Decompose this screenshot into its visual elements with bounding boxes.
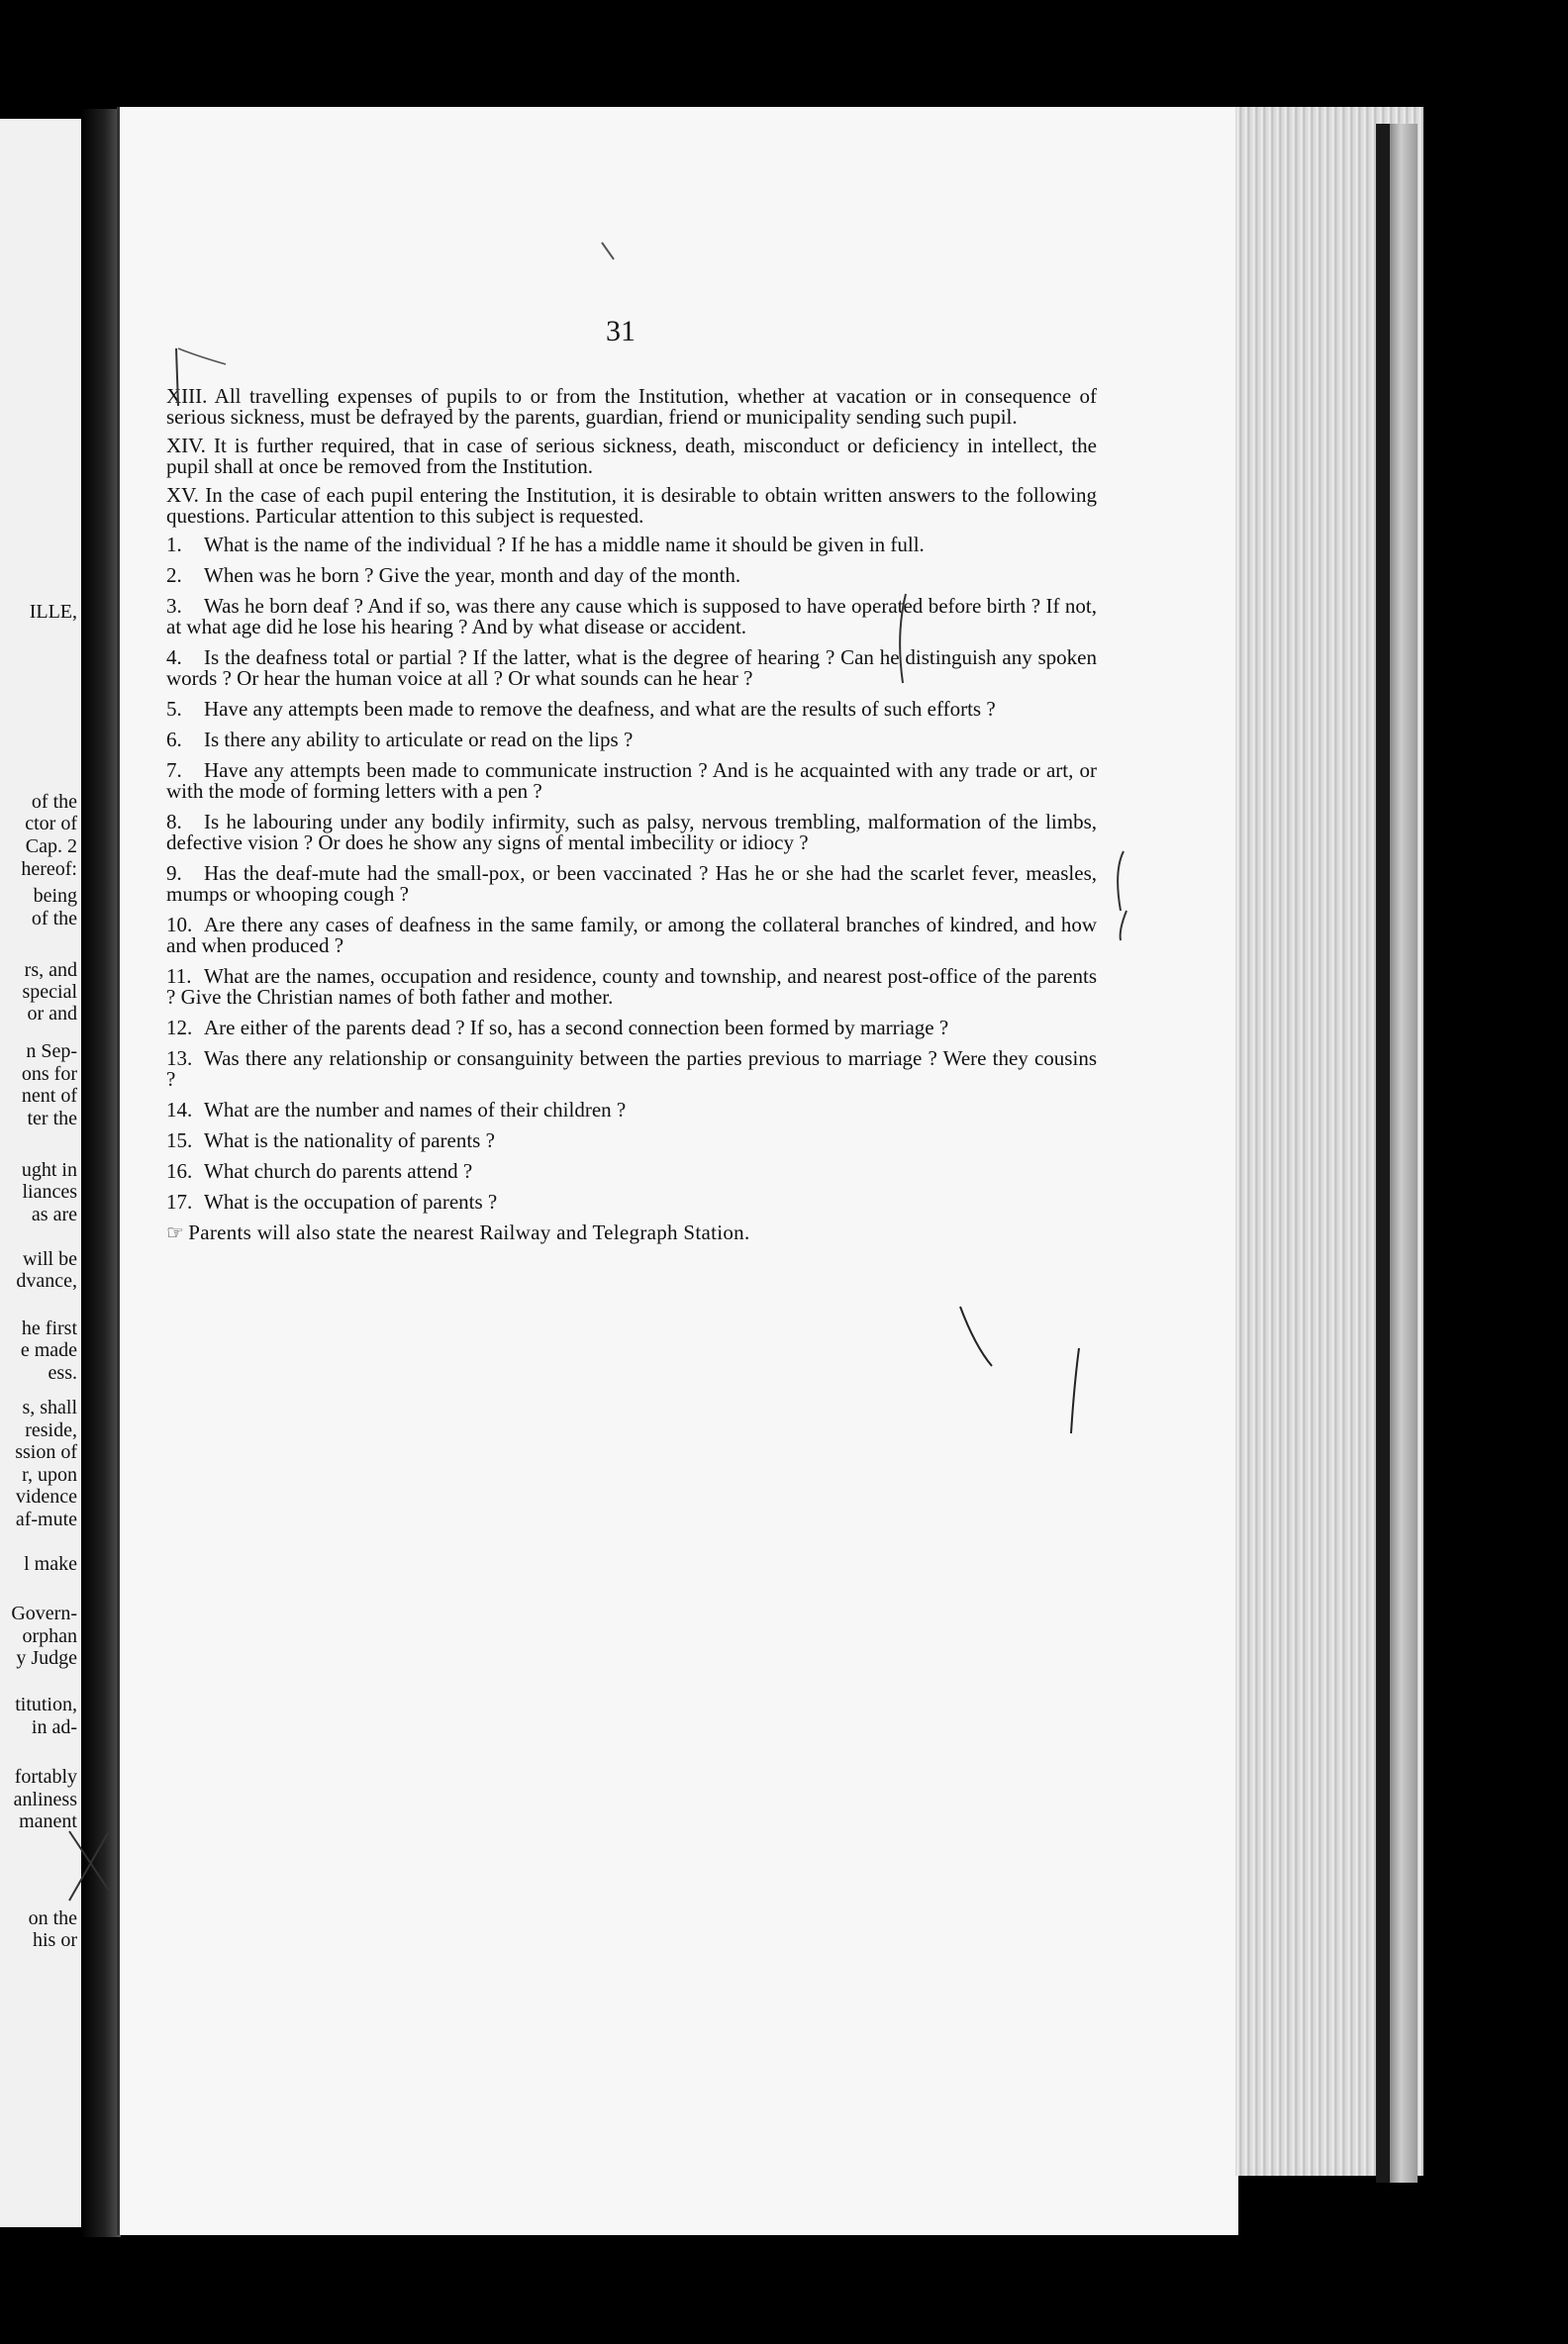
left-page-fragment: as are bbox=[31, 1204, 77, 1225]
question-text: Was there any relationship or consanguinity between the parties previous to marriage ? Were they cousins ? bbox=[166, 1046, 1097, 1091]
question-text: What is the nationality of parents ? bbox=[204, 1128, 495, 1152]
question-text: Is there any ability to articulate or read on the lips ? bbox=[204, 728, 634, 751]
question-text: Has the deaf-mute had the small-pox, or been vaccinated ? Has he or she had the scarlet fever, measles, mumps or whooping cough ? bbox=[166, 861, 1097, 906]
left-page-fragment: of the bbox=[31, 908, 77, 929]
left-page-fragment: or and bbox=[27, 1003, 77, 1025]
left-page-fragment: ter the bbox=[27, 1108, 77, 1129]
question-text: What are the number and names of their children ? bbox=[204, 1098, 627, 1122]
left-page-fragment: his or bbox=[33, 1929, 77, 1951]
question-number: 6. bbox=[166, 728, 182, 751]
question-text: Have any attempts been made to remove the deafness, and what are the results of such efforts ? bbox=[204, 697, 996, 721]
paragraph-xiii: XIII. All travelling expenses of pupils to or from the Institution, whether at vacation or in consequence of serious sickness, must be defrayed by the parents, guardian, friend or municipality sending such pupil. bbox=[166, 384, 1097, 429]
pointing-hand-icon: ☞ bbox=[166, 1222, 185, 1244]
left-page-fragment: manent bbox=[19, 1810, 77, 1832]
left-page-fragment: l make bbox=[24, 1553, 77, 1575]
question-text: Was he born deaf ? And if so, was there any cause which is supposed to have operated before birth ? If not, at what age did he lose his hearing ? And by what disease or accident. bbox=[166, 594, 1097, 638]
question-number: 14. bbox=[166, 1098, 193, 1122]
question-text: Have any attempts been made to communicate instruction ? And is he acquainted with any trade or art, or with the mode of forming letters with a pen ? bbox=[166, 758, 1097, 803]
left-page-fragment: nent of bbox=[21, 1085, 77, 1107]
left-page-fragment: being bbox=[33, 885, 77, 907]
left-page-fragment: y Judge bbox=[16, 1647, 77, 1669]
question-text: Are either of the parents dead ? If so, has a second connection been formed by marriage ? bbox=[204, 1016, 949, 1039]
left-page-fragment: will be bbox=[23, 1248, 77, 1270]
left-page-fragment: anliness bbox=[13, 1789, 77, 1810]
left-page-fragment: Cap. 2 bbox=[25, 835, 77, 857]
closing-note-text: Parents will also state the nearest Railway and Telegraph Station. bbox=[188, 1221, 750, 1244]
left-page-fragment: titution, bbox=[15, 1694, 77, 1715]
question-number: 3. bbox=[166, 594, 182, 618]
left-page-fragment: Govern- bbox=[11, 1603, 77, 1624]
left-page-fragment: orphan bbox=[22, 1625, 77, 1647]
question-number: 16. bbox=[166, 1159, 193, 1183]
left-page-fragment: in ad- bbox=[31, 1716, 77, 1738]
left-page-fragment: vidence bbox=[15, 1486, 77, 1508]
question-number: 15. bbox=[166, 1128, 193, 1152]
question-text: What are the names, occupation and residence, county and township, and nearest post-office of the parents ? Give the Christian names of both father and mother. bbox=[166, 964, 1097, 1009]
left-page-fragment: af-mute bbox=[15, 1509, 77, 1530]
left-page-fragment: s, shall bbox=[22, 1397, 77, 1418]
question-number: 5. bbox=[166, 697, 182, 721]
left-page-fragment: ons for bbox=[21, 1063, 77, 1085]
left-page-fragment: ssion of bbox=[15, 1441, 77, 1463]
question-number: 10. bbox=[166, 913, 193, 936]
question-text: When was he born ? Give the year, month and day of the month. bbox=[204, 563, 741, 587]
question-number: 13. bbox=[166, 1046, 193, 1070]
question-number: 9. bbox=[166, 861, 182, 885]
paragraph-xiv: XIV. It is further required, that in case of serious sickness, death, misconduct or deficiency in intellect, the pupil shall at once be removed from the Institution. bbox=[166, 434, 1097, 478]
paragraph-xv: XV. In the case of each pupil entering the Institution, it is desirable to obtain written answers to the following questions. Particular attention to this subject is requested. bbox=[166, 483, 1097, 528]
question-number: 12. bbox=[166, 1016, 193, 1039]
question-text: Is he labouring under any bodily infirmity, such as palsy, nervous trembling, malformation of the limbs, defective vision ? Or does he show any signs of mental imbecility or idiocy ? bbox=[166, 810, 1097, 854]
left-page-fragment: he first bbox=[21, 1318, 77, 1339]
question-text: What is the name of the individual ? If he has a middle name it should be given in full. bbox=[204, 533, 925, 556]
question-number: 4. bbox=[166, 645, 182, 669]
question-text: Is the deafness total or partial ? If the latter, what is the degree of hearing ? Can he distinguish any spoken words ? Or hear the human voice at all ? Or what sounds can he hear ? bbox=[166, 645, 1097, 690]
question-number: 17. bbox=[166, 1190, 193, 1214]
left-page-fragment: hereof: bbox=[21, 858, 77, 880]
question-text: What is the occupation of parents ? bbox=[204, 1190, 498, 1214]
left-page-fragment: e made bbox=[20, 1339, 77, 1361]
question-number: 2. bbox=[166, 563, 182, 587]
left-page-fragment: reside, bbox=[25, 1419, 77, 1441]
question-number: 11. bbox=[166, 964, 192, 988]
left-page-fragment: ctor of bbox=[25, 813, 77, 834]
question-number: 1. bbox=[166, 533, 182, 556]
left-page-fragment: fortably bbox=[14, 1766, 77, 1788]
left-page-fragment: ess. bbox=[48, 1362, 77, 1384]
left-page-fragment: special bbox=[22, 981, 77, 1003]
left-page-fragment: ught in bbox=[21, 1159, 77, 1181]
question-text: Are there any cases of deafness in the same family, or among the collateral branches of kindred, and how and when produced ? bbox=[166, 913, 1097, 957]
left-page-fragment: of the bbox=[31, 791, 77, 813]
left-page-fragment: ILLE, bbox=[29, 601, 77, 623]
left-page-fragment: liances bbox=[22, 1181, 77, 1203]
left-page-fragment: rs, and bbox=[24, 959, 77, 981]
question-number: 8. bbox=[166, 810, 182, 833]
left-page-fragment: r, upon bbox=[22, 1464, 77, 1486]
page-number: 31 bbox=[606, 315, 636, 347]
left-page-fragment: n Sep- bbox=[26, 1040, 77, 1062]
question-number: 7. bbox=[166, 758, 182, 782]
question-text: What church do parents attend ? bbox=[204, 1159, 473, 1183]
left-page-fragment: on the bbox=[28, 1907, 77, 1929]
left-page-fragment: dvance, bbox=[16, 1270, 77, 1292]
